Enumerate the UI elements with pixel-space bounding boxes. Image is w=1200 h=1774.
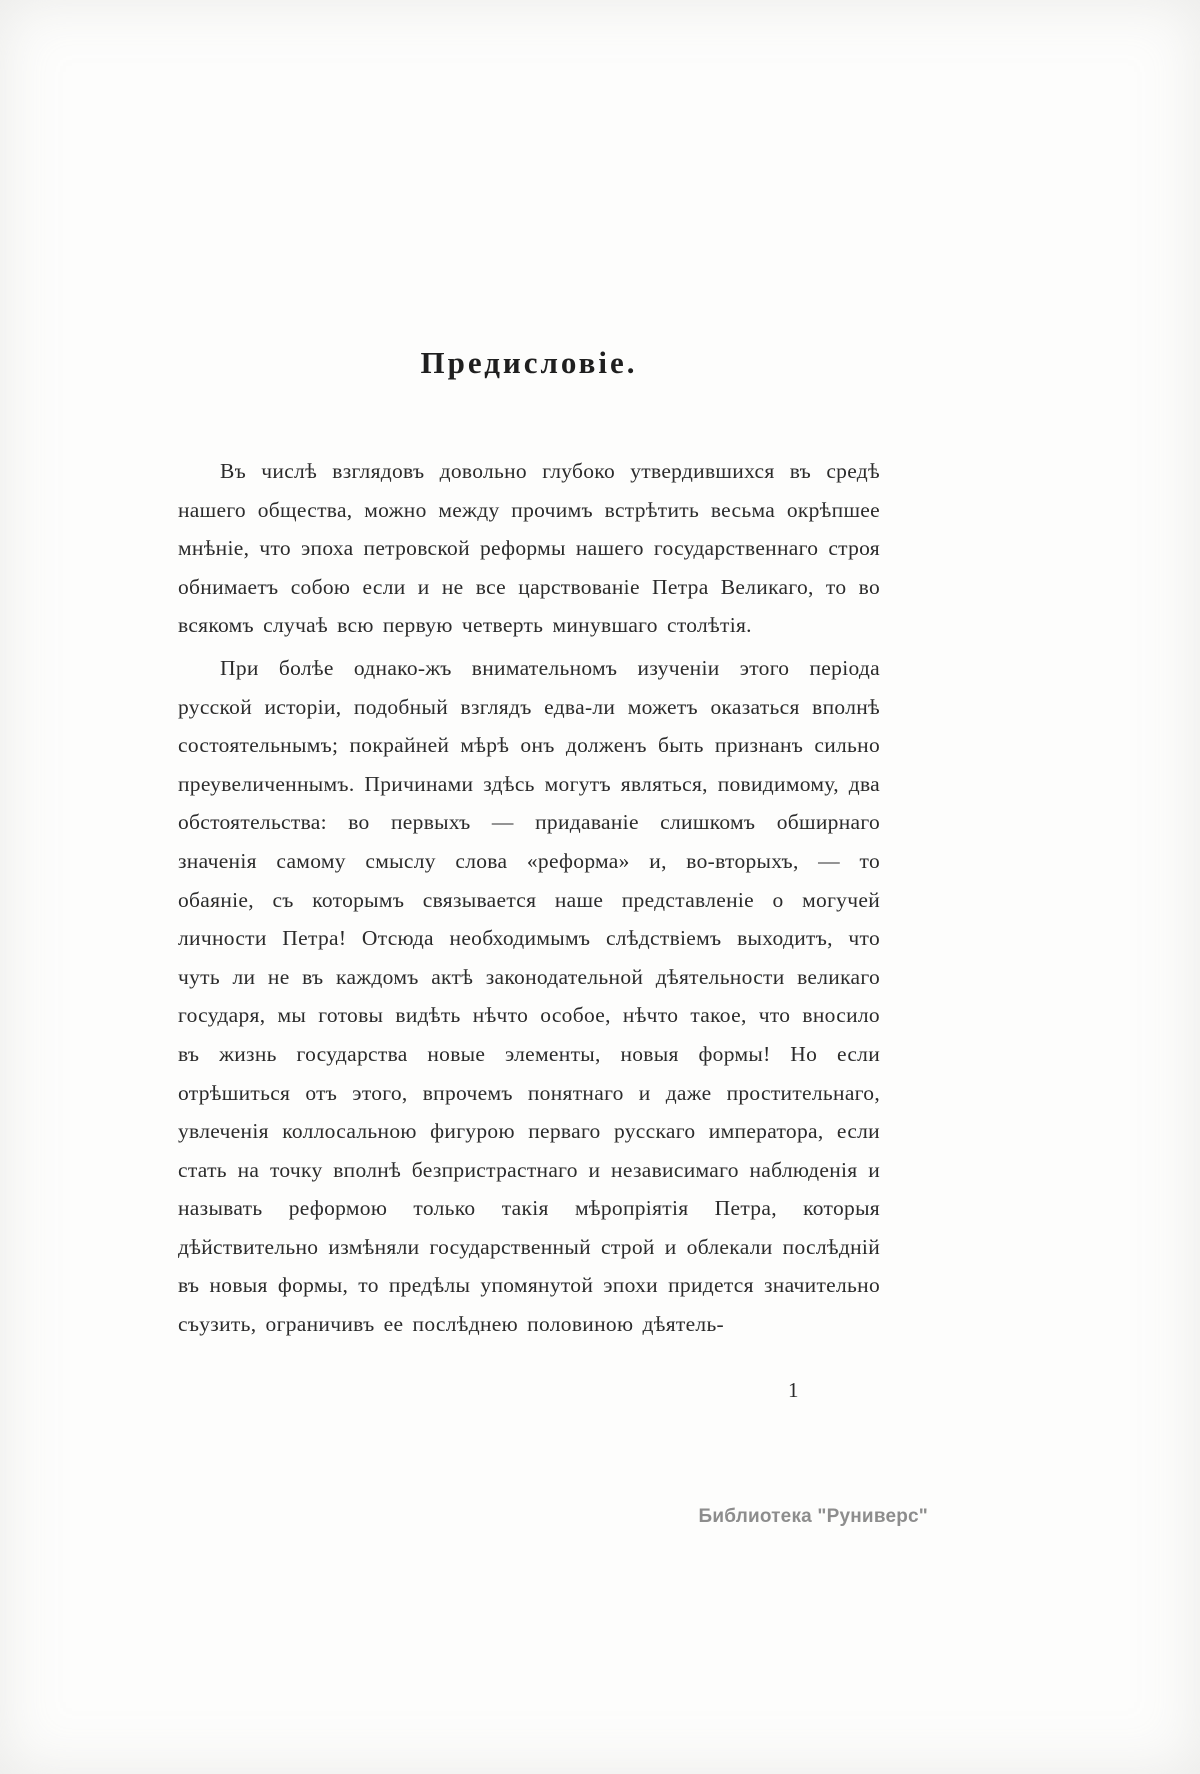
body-text (178, 452, 880, 1344)
page-number: 1 (788, 1378, 799, 1402)
paragraph-2: При болѣе однако-жъ внимательномъ изученіи этого періода русской исторіи, подобный взглядъ едва-ли можетъ оказаться вполнѣ состоятельнымъ; покрайней мѣрѣ онъ долженъ быть признанъ сильно преувеличеннымъ. Причинами здѣсь могутъ являться, повидимому, два обстоятельства: во первыхъ — придаваніе слишкомъ обширнаго значенія самому смыслу слова «реформа» и, во-вторыхъ, — то обаяніе, съ которымъ связывается наше представленіе о могучей личности Петра! Отсюда необходимымъ слѣдствіемъ выходитъ, что чуть ли не въ каждомъ актѣ законодательной дѣятельности великаго государя, мы готовы видѣть нѣчто особое, нѣчто такое, что вносило въ жизнь государства новые элементы, новыя формы! Но если отрѣшиться отъ этого, впрочемъ понятнаго и даже простительнаго, увлеченія коллосальною фигурою перваго русскаго императора, если стать на точку вполнѣ безпристрастнаго и независимаго наблюденія и называть реформою только такія мѣропріятія Петра, которыя дѣйствительно измѣняли государственный строй и облекали послѣдній въ новыя формы, то предѣлы упомянутой эпохи придется значительно съузить, ограничивъ ее послѣднею половиною дѣятель- (178, 655, 880, 1337)
library-watermark: Библиотека "Руниверс" (698, 1506, 928, 1527)
paragraph-1: Въ числѣ взглядовъ довольно глубоко утвердившихся въ средѣ нашего общества, можно между прочимъ встрѣтить весьма окрѣпшее мнѣніе, что эпоха петровской реформы нашего государственнаго строя обнимаетъ собою если и не все царствованіе Петра Великаго, то во всякомъ случаѣ всю первую четверть минувшаго столѣтія. (178, 459, 880, 638)
page-title: Предисловіе. (420, 345, 638, 380)
